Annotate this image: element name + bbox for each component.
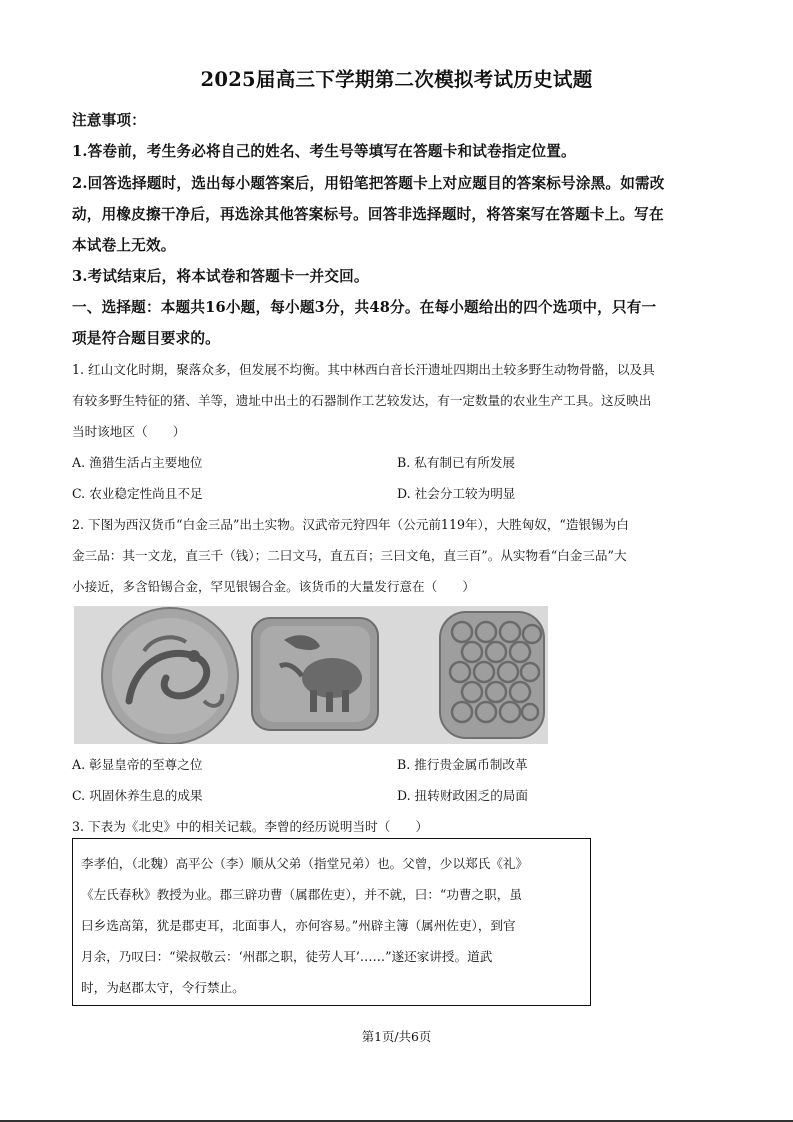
q2-option-d: D. 扭转财政困乏的局面 (397, 788, 528, 803)
q1-option-a: A. 渔猎生活占主要地位 (72, 455, 203, 470)
notice-item-1: 1.答卷前，考生务必将自己的姓名、考生号等填写在答题卡和试卷指定位置。 (72, 143, 576, 160)
q1-stem-line-3: 当时该地区（ ） (72, 424, 186, 439)
notice-item-3: 3.考试结束后，将本试卷和答题卡一并交回。 (72, 268, 369, 285)
exam-title: 2025届高三下学期第二次模拟考试历史试题 (200, 68, 593, 91)
section-heading-line-2: 项是符合题目要求的。 (72, 330, 220, 347)
q3-stem-line-1: 3. 下表为《北史》中的相关记载。李曾的经历说明当时（ ） (72, 819, 429, 834)
q1-option-c: C. 农业稳定性尚且不足 (72, 486, 203, 501)
q2-option-c: C. 巩固休养生息的成果 (72, 788, 203, 803)
q3-source-table (72, 838, 591, 1006)
turtle-coin-image (440, 612, 544, 738)
dragon-coin-image (102, 608, 238, 744)
q3-table-line-4: 月余，乃叹曰：“梁叔敬云：‘州郡之职，徒劳人耳’……”遂还家讲授。道武 (81, 949, 493, 964)
section-heading-line-1: 一、选择题：本题共16小题，每小题3分，共48分。在每小题给出的四个选项中，只有一 (72, 299, 657, 316)
horse-coin-image (252, 618, 378, 730)
q2-stem-line-3: 小接近，多含铅锡合金，罕见银锡合金。该货币的大量发行意在（ ） (72, 579, 475, 594)
coin-photo (74, 606, 548, 744)
q1-option-d: D. 社会分工较为明显 (397, 486, 516, 501)
q3-table-line-5: 时，为赵郡太守，令行禁止。 (81, 980, 245, 995)
q1-stem-line-2: 有较多野生特征的猪、羊等，遗址中出土的石器制作工艺较发达，有一定数量的农业生产工具。这反映出 (72, 393, 652, 408)
q1-stem-line-1: 1. 红山文化时期，聚落众多，但发展不均衡。其中林西白音长汗遗址四期出土较多野生动物骨骼，以及具 (72, 362, 655, 377)
page-number: 第1页/共6页 (361, 1029, 432, 1044)
q2-option-a: A. 彰显皇帝的至尊之位 (72, 757, 203, 772)
q3-table-line-1: 李孝伯，（北魏）高平公（李）顺从父弟（指堂兄弟）也。父曾，少以郑氏《礼》 (81, 856, 529, 871)
notice-heading: 注意事项： (72, 112, 146, 129)
q1-option-b: B. 私有制已有所发展 (397, 455, 516, 470)
q3-table-line-2: 《左氏春秋》教授为业。郡三辟功曹（属郡佐吏），并不就，曰：“功曹之职，虽 (81, 887, 522, 902)
q2-stem-line-1: 2. 下图为西汉货币“白金三品”出土实物。汉武帝元狩四年（公元前119年），大胜匈奴，“造银锡为白 (72, 517, 629, 532)
q3-table-line-3: 曰乡选高第，犹是郡吏耳，北面事人，亦何容易。”州辟主簿（属州佐吏），到官 (81, 918, 516, 933)
notice-item-2-line-3: 本试卷上无效。 (72, 237, 176, 254)
q2-option-b: B. 推行贵金属币制改革 (397, 757, 528, 772)
q2-stem-line-2: 金三品：其一文龙，直三千（钱）；二曰文马，直五百；三曰文龟，直三百”。从实物看“白金三品”大 (72, 548, 627, 563)
notice-item-2-line-2: 动，用橡皮擦干净后，再选涂其他答案标号。回答非选择题时，将答案写在答题卡上。写在 (72, 206, 664, 223)
notice-item-2-line-1: 2.回答选择题时，选出每小题答案后，用铅笔把答题卡上对应题目的答案标号涂黑。如需改 (72, 175, 665, 192)
